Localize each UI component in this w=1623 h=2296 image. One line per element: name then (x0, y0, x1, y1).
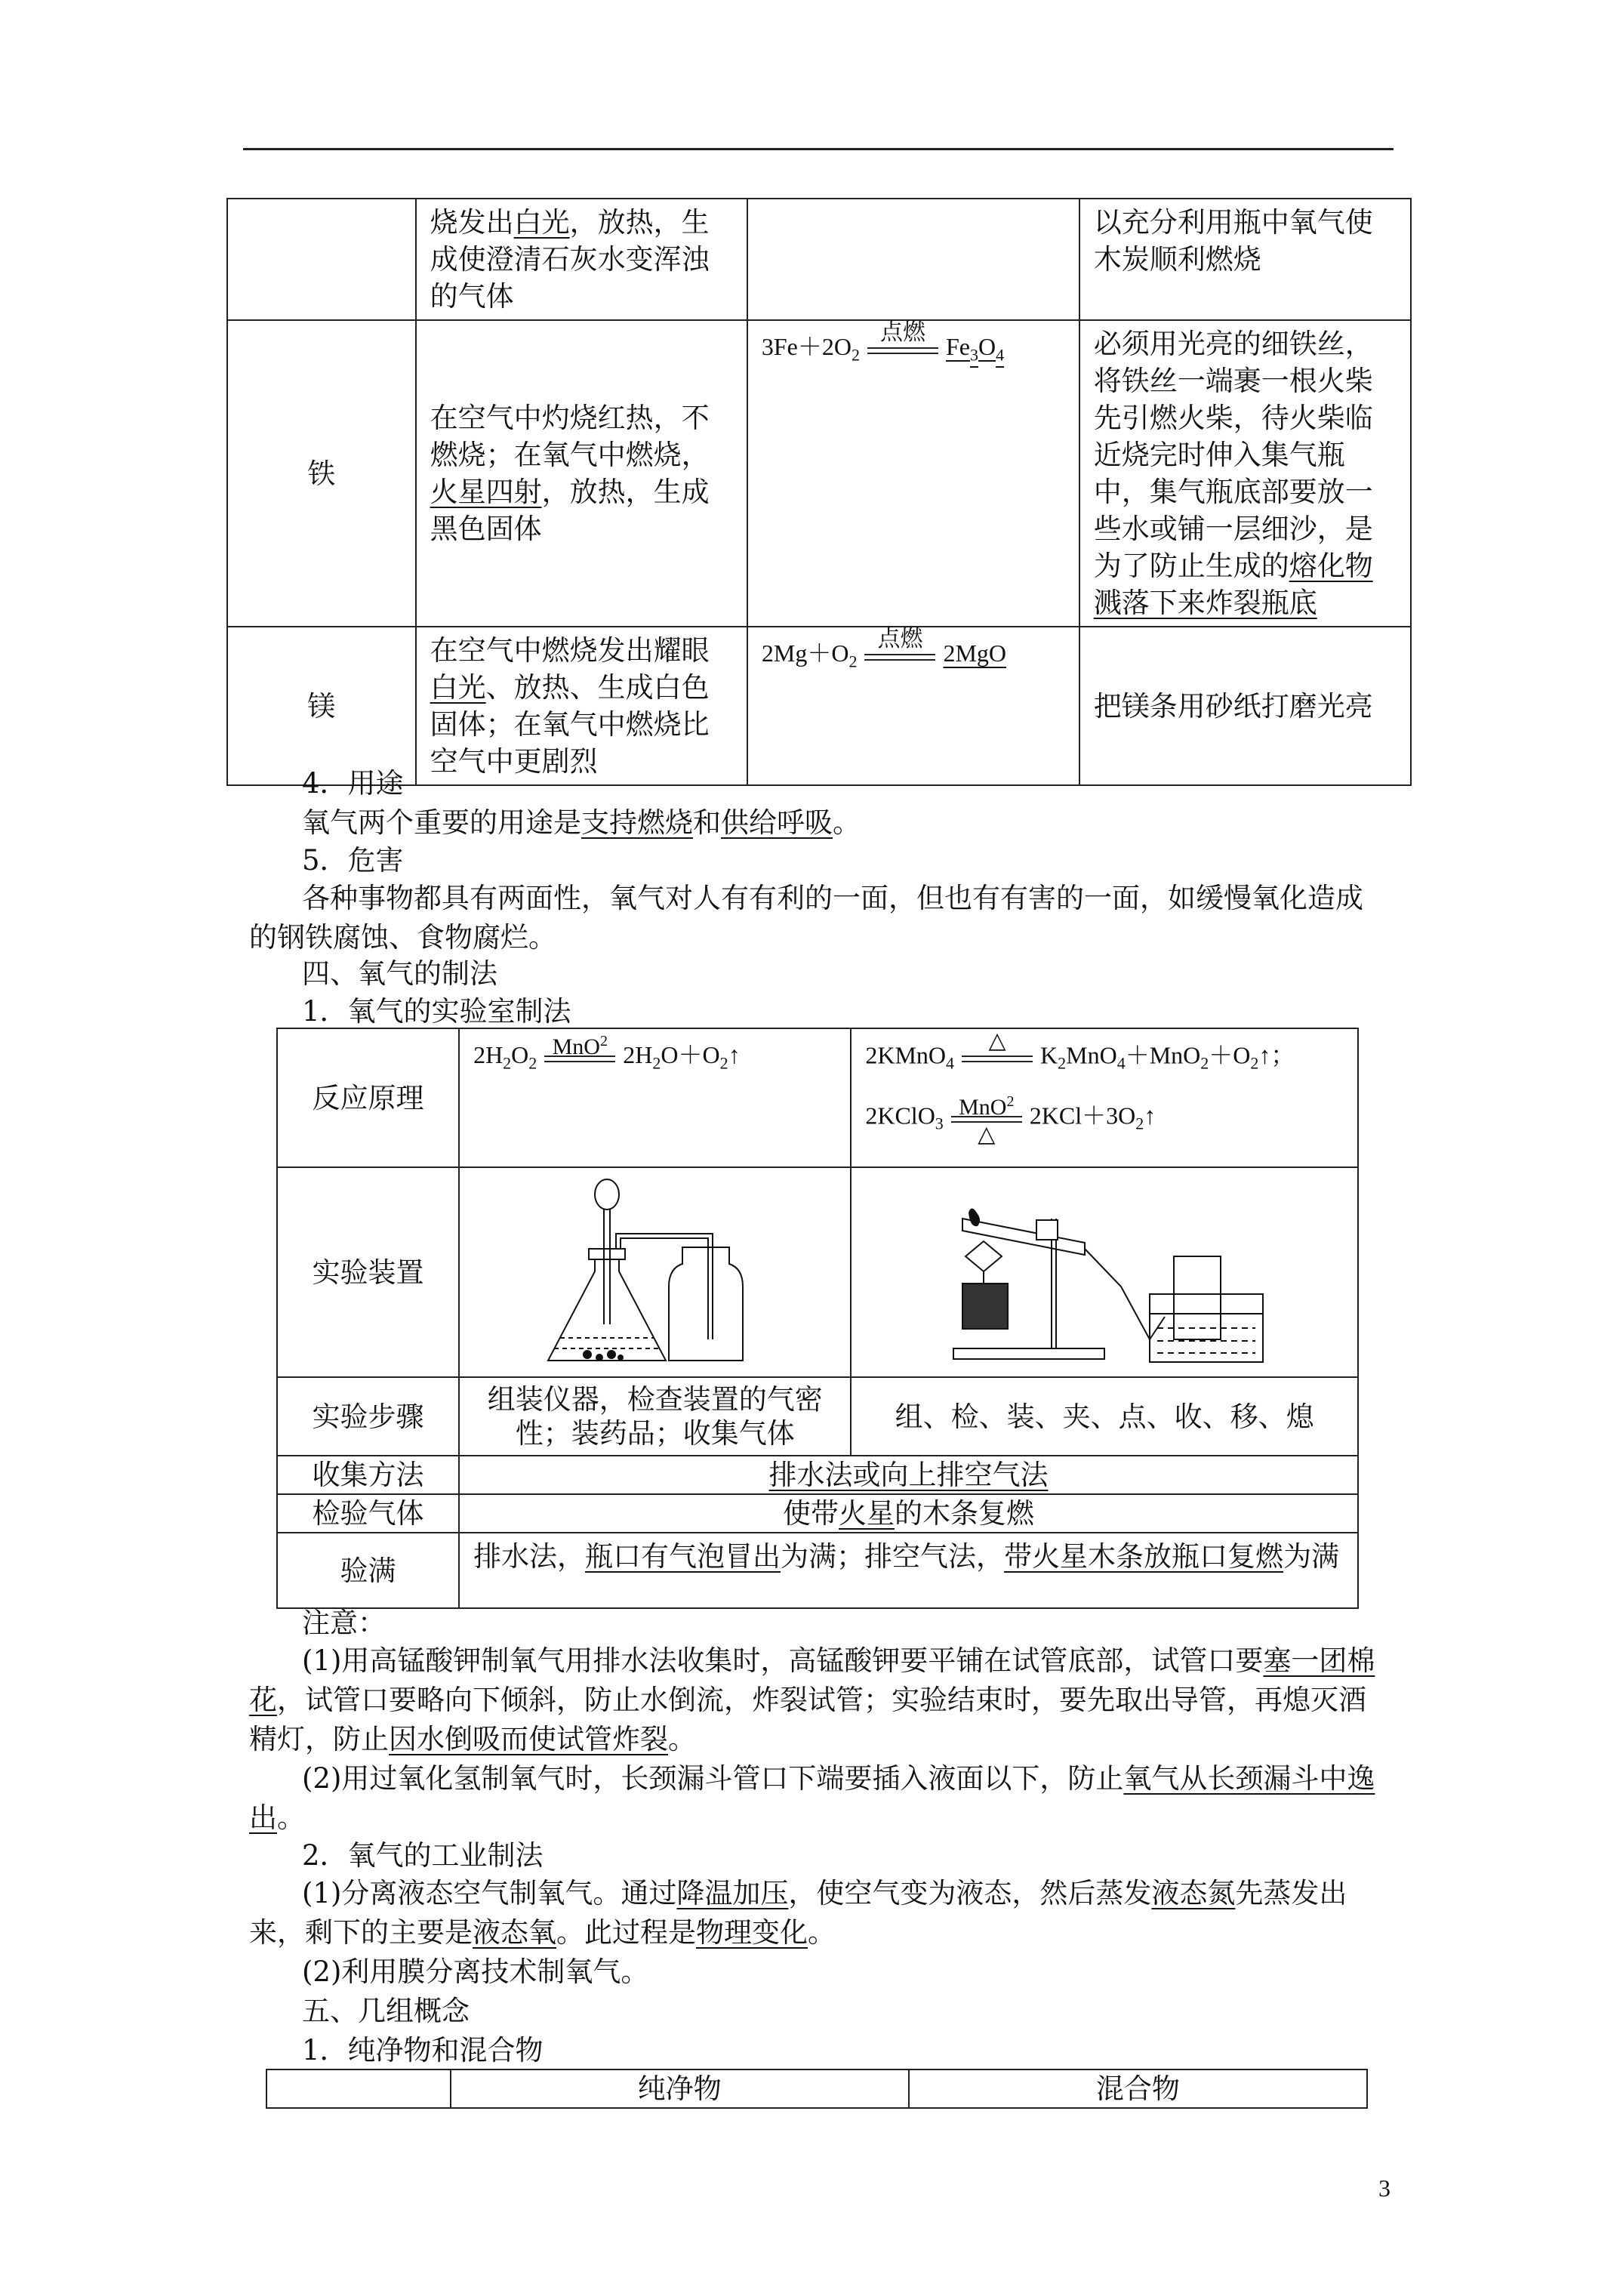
kmno4-equation: 2KMnO$_4$ △ $K_2MnO_4+MnO_2+O_2↑$； (865, 1028, 1295, 1073)
paragraph: 各种事物都具有两面性，氧气对人有有利的一面，但也有有害的一面，如缓慢氧化造成的钢铁腐蚀、食物腐烂。 (249, 882, 1363, 954)
table-row (277, 1533, 1358, 1608)
notes-cell: 把镁条用砂纸打磨光亮 (1079, 627, 1411, 785)
steps-cell: 组、检、装、夹、点、收、移、熄 (851, 1377, 1358, 1456)
section-heading: 五、几组概念 (302, 1995, 470, 2027)
substance-cell: 铁 (227, 320, 416, 627)
phenomenon-cell: 在空气中灼烧红热，不燃烧；在氧气中燃烧，火星四射，放热，生成黑色固体 (416, 320, 747, 627)
collect-value: 排水法或向上排空气法 (459, 1456, 1358, 1494)
header-rule (243, 148, 1394, 150)
substance-cell: 镁 (227, 627, 416, 785)
row-label: 实验装置 (277, 1167, 459, 1377)
apparatus-drawing-kmno4 (851, 1167, 1358, 1377)
iron-equation: $3Fe+2O_2$ 点燃 $Fe_3O_4$ (761, 320, 1005, 365)
notes-cell: 以充分利用瓶中氧气使木炭顺利燃烧 (1079, 199, 1411, 320)
header-cell: 纯净物 (451, 2069, 909, 2108)
paragraph: 氧气两个重要的用途是支持燃烧和供给呼吸。 (302, 806, 861, 839)
industrial-paragraph-2: (2)利用膜分离技术制氧气。 (302, 1955, 649, 1988)
subsection-title: 1．氧气的实验室制法 (302, 995, 571, 1028)
table-row (277, 1028, 1358, 1167)
equation-cell (459, 1028, 851, 1167)
h2o2-equation: $2H_2O_2$ MnO$^2$ $2H_2O+O_2↑$ (473, 1033, 741, 1073)
page-number: 3 (1378, 2174, 1390, 2202)
subsection-title: 1．纯净物和混合物 (302, 2034, 544, 2066)
notes-title: 注意： (302, 1607, 386, 1639)
equation-cell (851, 1028, 1358, 1167)
table-row (277, 1377, 1358, 1456)
header-cell (266, 2069, 451, 2108)
row-label: 收集方法 (277, 1456, 459, 1494)
row-label: 实验步骤 (277, 1377, 459, 1456)
table-row (277, 1167, 1358, 1377)
combustion-table (226, 198, 1412, 786)
table-row (227, 199, 1411, 320)
row-label: 反应原理 (277, 1028, 459, 1167)
equation-cell (747, 199, 1079, 320)
table-row (227, 320, 1411, 627)
apparatus-drawing-h2o2 (459, 1167, 851, 1377)
section-title: 4．用途 (302, 767, 404, 800)
phenomenon-cell: 在空气中燃烧发出耀眼白光、放热、生成白色固体；在氧气中燃烧比空气中更剧烈 (416, 627, 747, 785)
table-row (277, 1494, 1358, 1533)
kclo3-equation: 2KClO$_3$ MnO$^2$ △ $2KCl+3O_2↑$ (865, 1093, 1156, 1147)
section-title: 5．危害 (302, 844, 404, 877)
flask-apparatus (542, 1173, 768, 1371)
header-cell: 混合物 (909, 2069, 1367, 2108)
equation-cell (747, 320, 1079, 627)
note-2: (2)用过氧化氢制氧气时，长颈漏斗管口下端要插入液面以下，防止氧气从长颈漏斗中逸出。 (249, 1762, 1375, 1834)
steps-cell: 组装仪器，检查装置的气密性；装药品；收集气体 (459, 1377, 851, 1456)
notes-cell: 必须用光亮的细铁丝，将铁丝一端裹一根火柴先引燃火柴，待火柴临近烧完时伸入集气瓶中，集气瓶底部要放一些水或铺一层细沙，是为了防止生成的熔化物溅落下来炸裂瓶底 (1079, 320, 1411, 627)
test-tube-apparatus (923, 1173, 1286, 1371)
magnesium-equation: $2Mg+O_2$ 点燃 2MgO (761, 627, 1007, 671)
section-heading: 四、氧气的制法 (302, 957, 497, 990)
pure-mixture-table (266, 2069, 1368, 2109)
table-row (277, 1456, 1358, 1494)
row-label: 验满 (277, 1533, 459, 1608)
phenomenon-cell: 烧发出白光，放热，生成使澄清石灰水变浑浊的气体 (416, 199, 747, 320)
table-row (227, 627, 1411, 785)
note-1: (1)用高锰酸钾制氧气用排水法收集时，高锰酸钾要平铺在试管底部，试管口要塞一团棉花，试管口要略向下倾斜，防止水倒流，炸裂试管；实验结束时，要先取出导管，再熄灭酒精灯，防止因水倒吸而使试管炸裂。 (249, 1644, 1375, 1755)
lab-preparation-table (276, 1028, 1359, 1609)
industrial-paragraph: (1)分离液态空气制氧气。通过降温加压，使空气变为液态，然后蒸发液态氮先蒸发出来，剩下的主要是液态氧。此过程是物理变化。 (249, 1877, 1347, 1949)
subsection-title: 2．氧气的工业制法 (302, 1839, 544, 1872)
equation-cell (747, 627, 1079, 785)
row-label: 检验气体 (277, 1494, 459, 1533)
substance-cell (227, 199, 416, 320)
table-row (266, 2069, 1367, 2108)
test-value: 使带火星的木条复燃 (459, 1494, 1358, 1533)
full-value: 排水法，瓶口有气泡冒出为满；排空气法，带火星木条放瓶口复燃为满 (459, 1533, 1358, 1608)
